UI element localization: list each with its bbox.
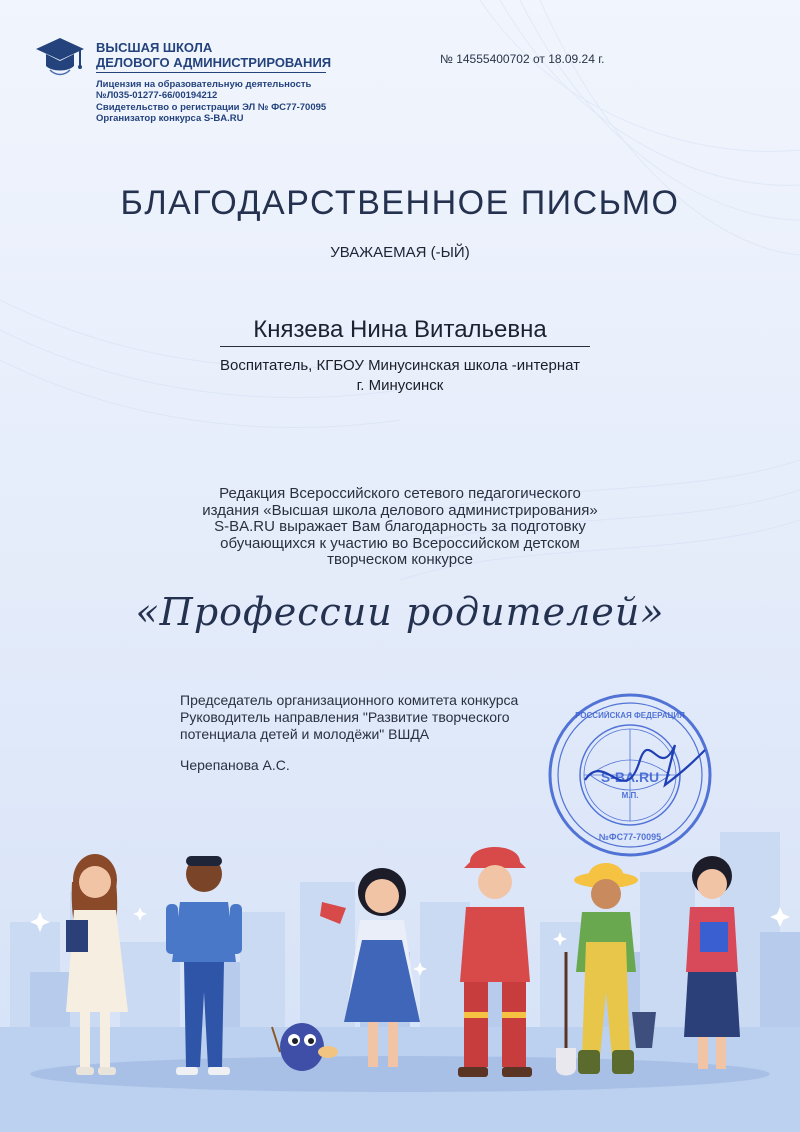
license-number: №Л035-01277-66/00194212 bbox=[96, 90, 218, 102]
contest-name: «Профессии родителей» bbox=[135, 590, 665, 634]
body-line: издания «Высшая школа делового администрирования» bbox=[202, 501, 598, 519]
org-name-line2: ДЕЛОВОГО АДМИНИСТРИРОВАНИЯ bbox=[96, 55, 332, 70]
graduation-cap-icon bbox=[34, 36, 86, 78]
registration-text: Свидетельство о регистрации ЭЛ № ФС77-70095 bbox=[96, 101, 327, 113]
organizer-text: Организатор конкурса S-BA.RU bbox=[96, 112, 244, 124]
recipient-city: г. Минусинск bbox=[356, 377, 444, 394]
org-divider bbox=[96, 72, 326, 73]
license-text: Лицензия на образовательную деятельность bbox=[96, 79, 312, 90]
greeting: УВАЖАЕМАЯ (-ЫЙ) bbox=[330, 244, 470, 261]
org-name bbox=[96, 40, 331, 70]
signature-block bbox=[180, 692, 518, 743]
city-skyline-illustration bbox=[0, 812, 800, 1132]
body-paragraph bbox=[150, 486, 650, 569]
body-line: творческом конкурсе bbox=[327, 551, 473, 568]
signature-line3: потенциала детей и молодёжи" ВШДА bbox=[180, 726, 430, 742]
signature-line1: Председатель организационного комитета конкурса bbox=[180, 692, 519, 708]
stamp-small-text: М.П. bbox=[621, 791, 639, 800]
stamp-ring-text: РОССИЙСКАЯ ФЕДЕРАЦИЯ bbox=[575, 711, 685, 720]
org-name-line1: ВЫСШАЯ ШКОЛА bbox=[96, 40, 213, 55]
signer-name: Черепанова А.С. bbox=[180, 757, 290, 773]
stamp-center-text: S-BA.RU bbox=[600, 769, 660, 785]
body-line: Редакция Всероссийского сетевого педагогического bbox=[219, 485, 581, 502]
recipient-details bbox=[0, 356, 800, 396]
recipient-name: Князева Нина Витальевна bbox=[253, 316, 547, 343]
body-line: обучающихся к участию во Всероссийском детском bbox=[220, 534, 580, 552]
document-number: № 14555400702 от 18.09.24 г. bbox=[440, 52, 605, 66]
body-line: S-BA.RU выражает Вам благодарность за подготовку bbox=[214, 518, 586, 535]
stamp-bottom-text: №ФС77-70095 bbox=[598, 832, 662, 842]
letter-title: БЛАГОДАРСТВЕННОЕ ПИСЬМО bbox=[120, 184, 680, 222]
name-underline bbox=[220, 346, 590, 347]
recipient-position: Воспитатель, КГБОУ Минусинская школа -интернат bbox=[219, 357, 580, 374]
org-details bbox=[96, 79, 326, 124]
signature-line2: Руководитель направления "Развитие творческого bbox=[180, 709, 510, 725]
